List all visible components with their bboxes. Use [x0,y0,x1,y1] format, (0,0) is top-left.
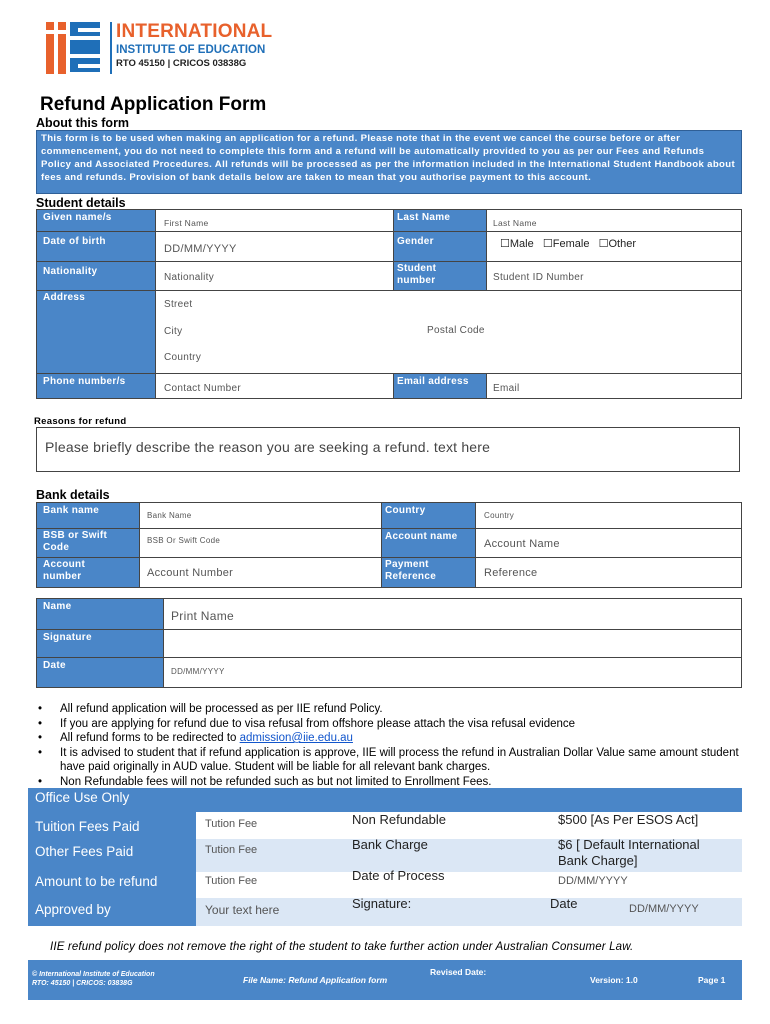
bank-charge-label: Bank Charge [352,837,428,852]
footer-revised-date: Revised Date: [430,967,487,977]
signature-table [36,598,742,688]
country-field[interactable]: Country [164,352,202,363]
footer-version: Version: 1.0 [590,975,638,985]
gender-male-checkbox[interactable]: ☐ [500,238,510,250]
bank-name-field[interactable]: Bank Name [147,511,192,520]
bank-charge-value: $6 [ Default International Bank Charge] [558,837,700,868]
note-item: • Non Refundable fees will not be refunded such as but not limited to Enrollment Fees. [36,775,746,790]
office-signature-label: Signature: [352,896,412,911]
office-date-field[interactable]: DD/MM/YYYY [629,903,699,915]
logo-line-2: INSTITUTE OF EDUCATION [116,44,266,56]
footer-rto: RTO: 45150 | CRICOS: 03838G [32,980,133,987]
gender-label: Gender [397,236,434,247]
phone-label: Phone number/s [43,376,126,387]
note-redirect-text: All refund forms to be redirected to [60,732,240,744]
office-date-label: Date [550,896,578,911]
postal-code-field[interactable]: Postal Code [427,325,485,336]
gender-options [500,237,636,250]
tuition-fees-label: Tuition Fees Paid [35,819,140,834]
logo-line-1: INTERNATIONAL [116,21,273,42]
admission-email-link[interactable]: admission@iie.edu.au [239,732,353,744]
non-refundable-label: Non Refundable [352,812,446,827]
other-fees-field[interactable]: Tution Fee [205,844,258,856]
note-item: • If you are applying for refund due to visa refusal from offshore please attach the visa refusal evidence [36,717,746,732]
reasons-heading: Reasons for refund [34,416,127,427]
bsb-field[interactable]: BSB Or Swift Code [147,536,221,545]
office-heading: Office Use Only [35,790,130,805]
policy-note: IIE refund policy does not remove the right of the student to take further action under Australian Consumer Law. [50,941,634,953]
student-number-label: Student number [397,263,437,286]
bank-details-table [36,502,742,588]
form-title: Refund Application Form [40,94,267,115]
bank-country-label: Country [385,505,426,516]
notes-list [36,702,746,789]
dob-field[interactable]: DD/MM/YYYY [164,243,237,255]
page-footer [28,960,742,1000]
gender-other-label: Other [608,238,637,250]
email-label: Email address [397,376,469,387]
date-of-process-label: Date of Process [352,868,445,883]
office-use-table [28,788,742,926]
logo-line-3: RTO 45150 | CRICOS 03838G [116,58,247,69]
nationality-label: Nationality [43,266,98,277]
email-field[interactable]: Email [493,383,520,394]
about-text: This form is to be used when making an application for a refund. Please note that in the event we cancel the course before or after commencement, you do not need to complete this form and a refund will be automatically provided to you as per our Fees and Refunds Policy and Associated Procedures. All refunds will be processed as per the information included in the International Student Handbook about fees and refunds. Provision of bank details below are taken to mean that you authorise payment to this account. [36,130,742,194]
signature-label: Signature [43,632,92,643]
note-item: • All refund application will be processed as per IIE refund Policy. [36,702,746,717]
approved-by-field[interactable]: Your text here [205,903,280,917]
student-number-field[interactable]: Student ID Number [493,272,584,283]
student-details-table [36,209,742,399]
gender-male-label: Male [509,238,534,250]
bank-name-label: Bank name [43,505,100,516]
gender-female-checkbox[interactable]: ☐ [542,238,553,250]
account-name-field[interactable]: Account Name [484,538,560,550]
signature-field[interactable] [165,631,739,655]
sign-name-label: Name [43,601,72,612]
account-number-field[interactable]: Account Number [147,567,234,579]
footer-page: Page 1 [698,975,726,985]
print-name-field[interactable]: Print Name [171,609,235,623]
iie-logo-mark [44,18,108,76]
note-item: • It is advised to student that if refund application is approve, IIE will process the refund in Australian Dollar Value same amount student have paid originally in AUD value. Student will be liable for all relevant bank charges. [36,746,746,775]
tuition-fees-field[interactable]: Tution Fee [205,818,258,830]
date-of-process-field[interactable]: DD/MM/YYYY [558,875,628,887]
non-refundable-value: $500 [As Per ESOS Act] [558,812,699,827]
street-field[interactable]: Street [164,299,193,310]
other-fees-label: Other Fees Paid [35,844,134,859]
last-name-label: Last Name [397,212,451,223]
amount-refund-label: Amount to be refund [35,874,158,889]
note-item [36,731,746,746]
address-label: Address [43,292,86,303]
given-name-field[interactable]: First Name [164,218,209,228]
footer-file-name: File Name: Refund Application form [243,975,388,985]
reason-field[interactable]: Please briefly describe the reason you are seeking a refund. text here [36,427,740,472]
student-heading: Student details [36,196,126,210]
bank-country-field[interactable]: Country [484,511,515,520]
approved-by-label: Approved by [35,902,111,917]
sign-date-label: Date [43,660,66,671]
account-number-label: Account number [43,559,86,582]
account-name-label: Account name [385,531,458,542]
city-field[interactable]: City [164,326,183,337]
last-name-field[interactable]: Last Name [493,218,537,228]
given-name-label: Given name/s [43,212,112,223]
amount-refund-field[interactable]: Tution Fee [205,875,258,887]
about-heading: About this form [36,116,130,130]
payment-reference-field[interactable]: Reference [484,567,538,579]
footer-copyright: © International Institute of Education [32,971,155,978]
iie-logo [44,18,284,76]
bank-heading: Bank details [36,488,110,502]
payment-reference-label: Payment Reference [385,559,437,582]
nationality-field[interactable]: Nationality [164,272,214,283]
bsb-label: BSB or Swift Code [43,530,108,553]
gender-female-label: Female [552,238,590,250]
sign-date-field[interactable]: DD/MM/YYYY [171,667,225,676]
gender-other-checkbox[interactable]: ☐ [598,238,609,250]
phone-field[interactable]: Contact Number [164,383,242,394]
dob-label: Date of birth [43,236,106,247]
